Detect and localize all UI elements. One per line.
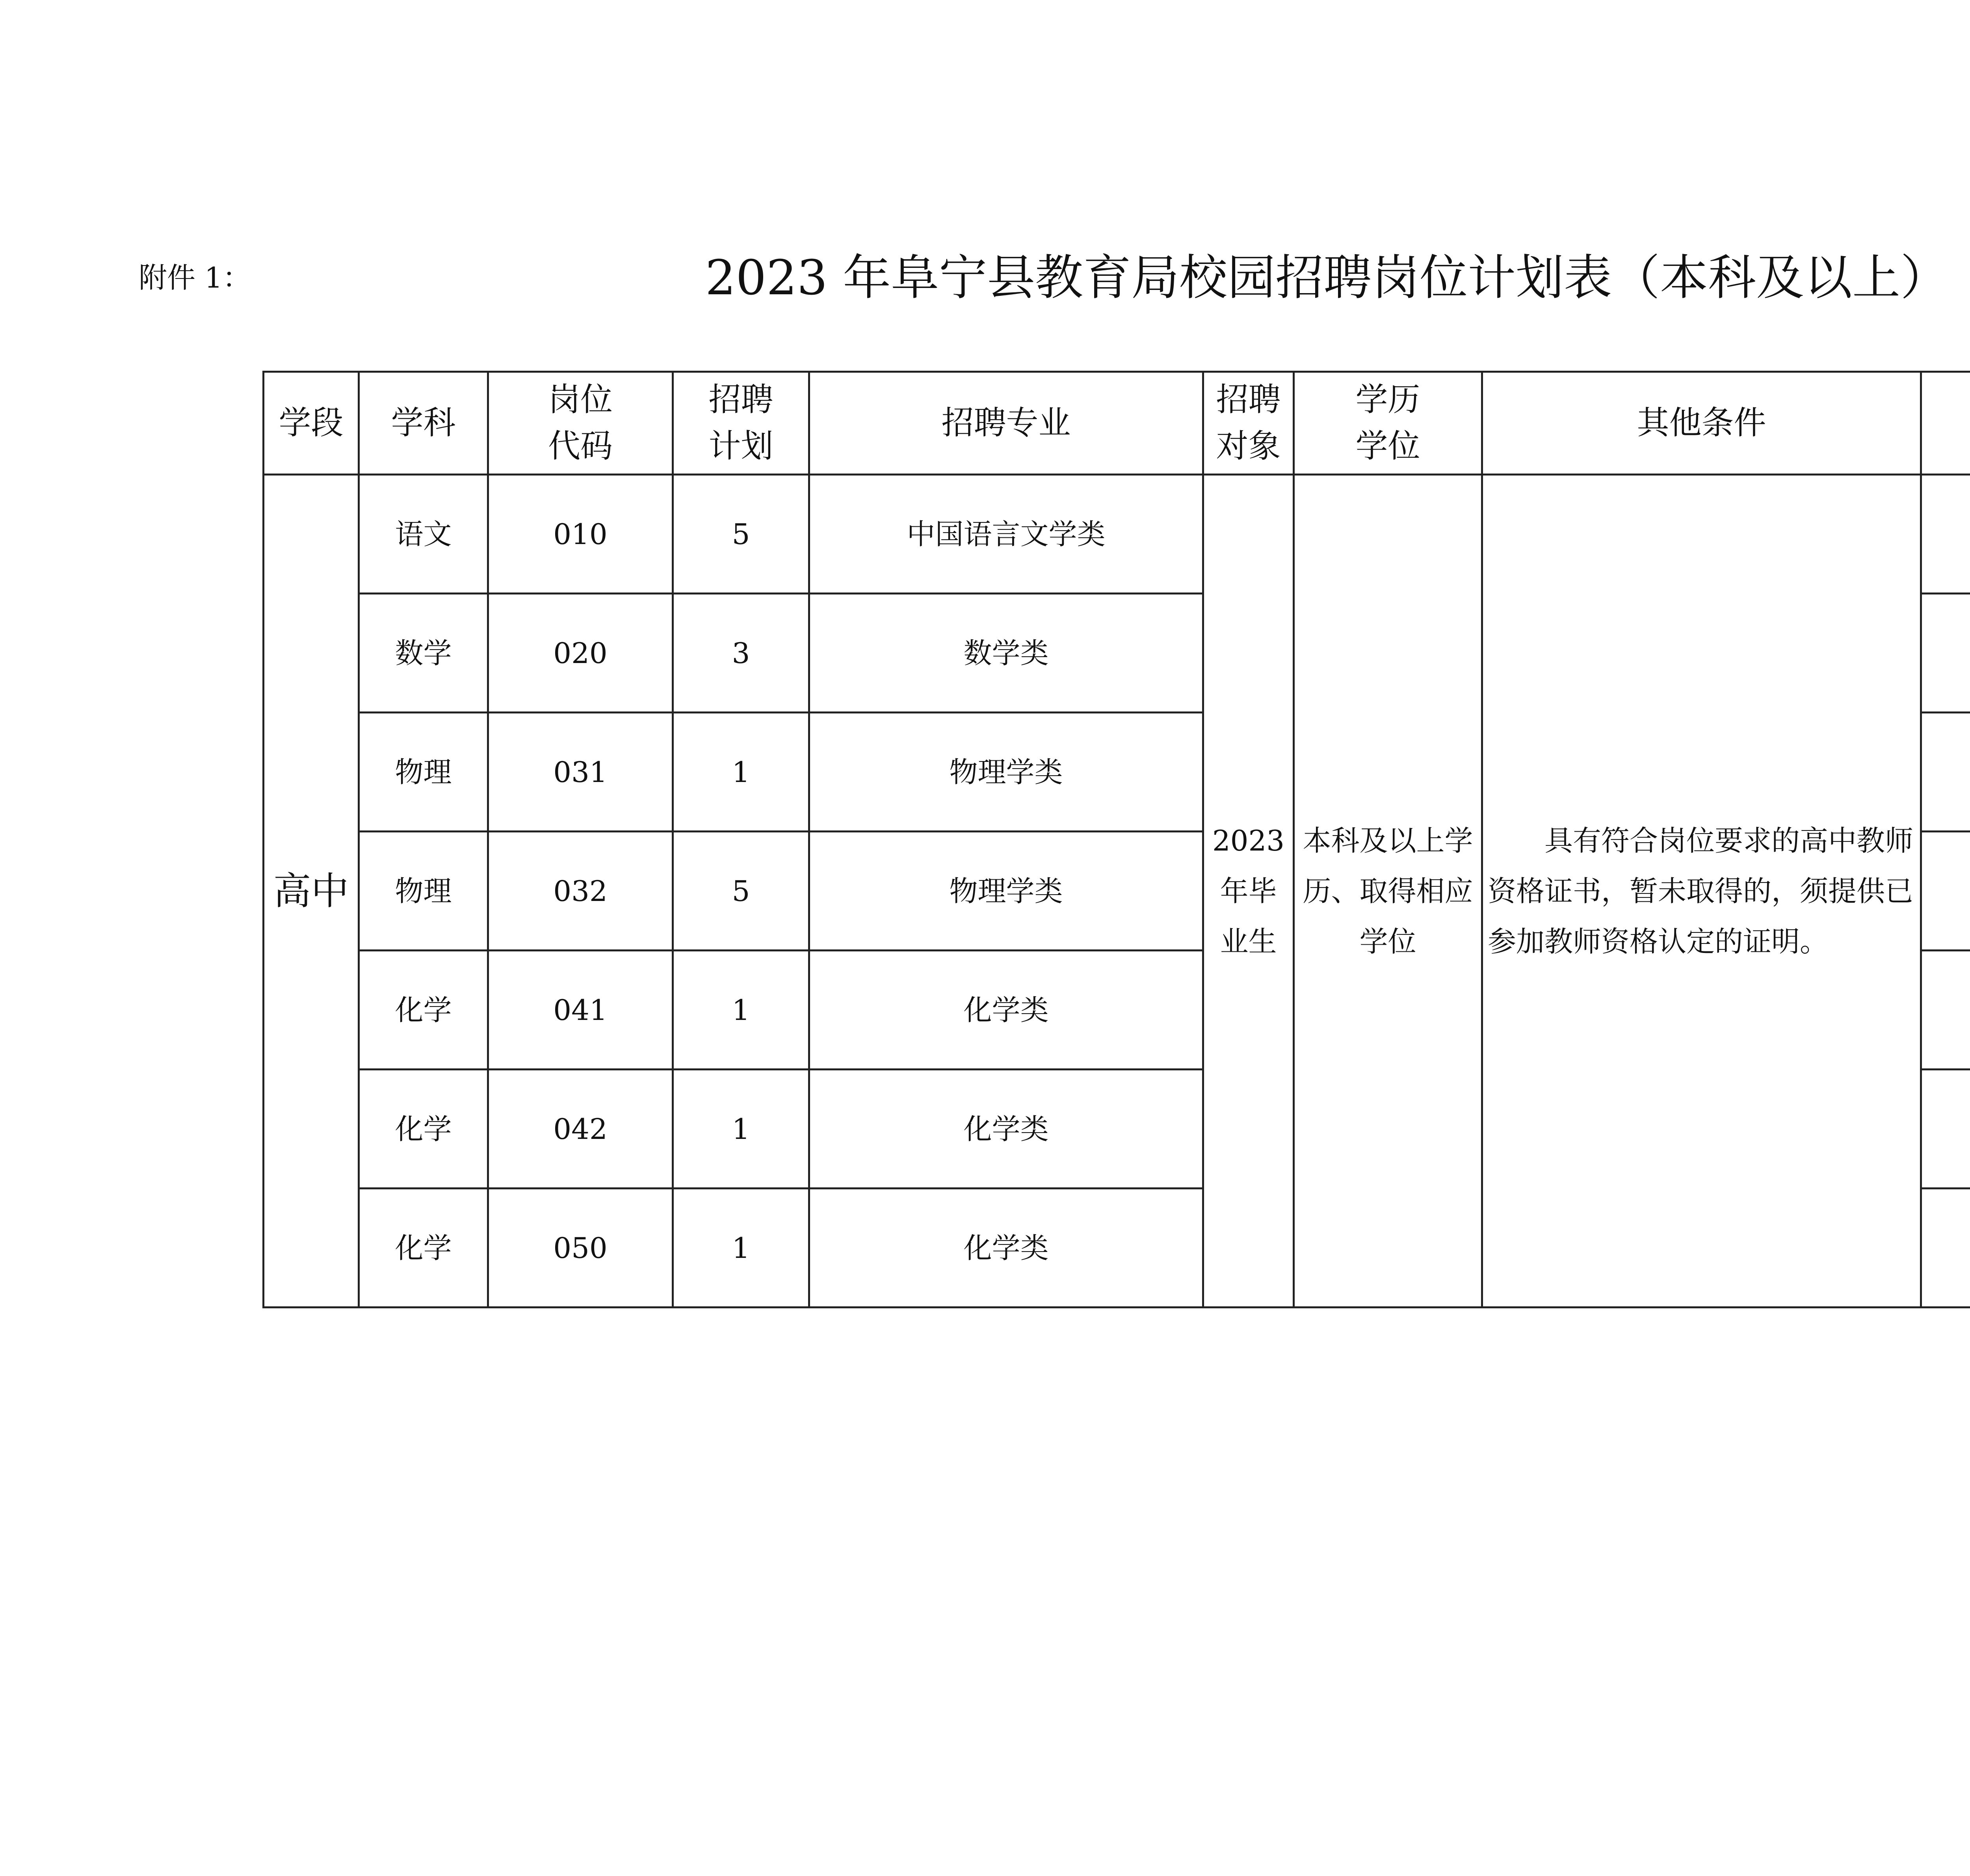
header-target-line1: 招聘 xyxy=(1216,381,1281,418)
header-other-conditions: 其他条件 xyxy=(1482,372,1921,475)
plan-cell: 5 xyxy=(673,475,809,594)
subject-cell: 物理 xyxy=(359,832,488,951)
recruitment-plan-table xyxy=(262,371,1970,1308)
major-cell: 物理学类 xyxy=(809,832,1203,951)
subject-cell: 数学 xyxy=(359,594,488,713)
major-cell: 化学类 xyxy=(809,951,1203,1070)
plan-cell: 3 xyxy=(673,594,809,713)
major-cell: 数学类 xyxy=(809,594,1203,713)
header-major: 招聘专业 xyxy=(809,372,1203,475)
major-cell: 物理学类 xyxy=(809,713,1203,832)
header-plan-line2: 计划 xyxy=(708,427,773,465)
subject-cell: 化学 xyxy=(359,1070,488,1189)
other-conditions-cell: 具有符合岗位要求的高中教师资格证书，暂未取得的，须提供已参加教师资格认定的证明。 xyxy=(1482,475,1921,1308)
unit-cell xyxy=(1921,832,1970,951)
plan-cell: 1 xyxy=(673,951,809,1070)
subject-cell: 化学 xyxy=(359,1189,488,1308)
table-header-row xyxy=(264,372,1970,475)
header-position-code xyxy=(488,372,673,475)
page-title: 2023 年阜宁县教育局校园招聘岗位计划表（本科及以上） xyxy=(705,250,1949,306)
header-degree-line2: 学位 xyxy=(1355,427,1420,465)
header-subject: 学科 xyxy=(359,372,488,475)
code-cell: 020 xyxy=(488,594,673,713)
subject-cell: 语文 xyxy=(359,475,488,594)
subject-cell: 物理 xyxy=(359,713,488,832)
major-cell: 化学类 xyxy=(809,1189,1203,1308)
unit-cell xyxy=(1921,713,1970,832)
code-cell: 050 xyxy=(488,1189,673,1308)
plan-cell: 1 xyxy=(673,713,809,832)
subject-cell: 化学 xyxy=(359,951,488,1070)
header-position-code-line2: 代码 xyxy=(548,427,613,465)
unit-cell xyxy=(1921,951,1970,1070)
unit-cell xyxy=(1921,475,1970,594)
plan-cell: 1 xyxy=(673,1189,809,1308)
segment-cell: 高中 xyxy=(264,475,359,1308)
header-degree-line1: 学历 xyxy=(1355,381,1420,418)
header-target xyxy=(1203,372,1294,475)
table-row xyxy=(264,475,1970,594)
header-plan-line1: 招聘 xyxy=(708,381,773,418)
plan-cell: 5 xyxy=(673,832,809,951)
code-cell: 032 xyxy=(488,832,673,951)
code-cell: 042 xyxy=(488,1070,673,1189)
header-degree xyxy=(1294,372,1482,475)
attachment-label: 附件 1： xyxy=(139,261,251,294)
unit-cell xyxy=(1921,594,1970,713)
major-cell: 中国语言文学类 xyxy=(809,475,1203,594)
code-cell: 010 xyxy=(488,475,673,594)
plan-cell: 1 xyxy=(673,1070,809,1189)
header-target-line2: 对象 xyxy=(1216,427,1281,465)
unit-cell xyxy=(1921,1189,1970,1308)
header-units-and-plan xyxy=(1921,372,1970,475)
unit-cell xyxy=(1921,1070,1970,1189)
header-segment: 学段 xyxy=(264,372,359,475)
target-cell: 2023 年毕业生 xyxy=(1203,475,1294,1308)
header-recruitment-plan xyxy=(673,372,809,475)
header-position-code-line1: 岗位 xyxy=(548,381,613,418)
major-cell: 化学类 xyxy=(809,1070,1203,1189)
code-cell: 041 xyxy=(488,951,673,1070)
degree-cell: 本科及以上学历、取得相应学位 xyxy=(1294,475,1482,1308)
code-cell: 031 xyxy=(488,713,673,832)
